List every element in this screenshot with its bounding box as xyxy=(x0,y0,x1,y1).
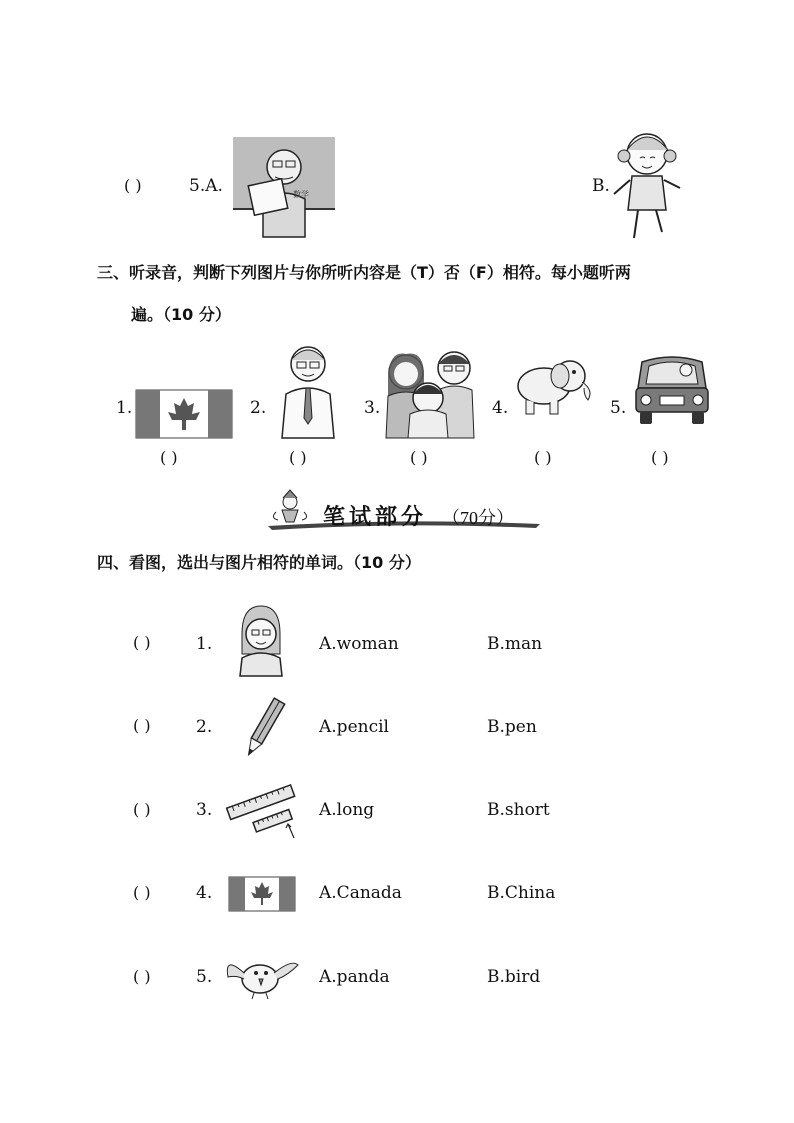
elephant-icon xyxy=(514,352,594,416)
svg-text:数学: 数学 xyxy=(293,190,309,199)
word-item-2-option-a: A.pencil xyxy=(319,717,389,737)
answer-blank-word-2[interactable]: ( ) xyxy=(133,716,151,735)
listen-item-1-number: 1. xyxy=(116,398,133,418)
word-item-5-option-b: B.bird xyxy=(487,967,541,987)
section-4-heading: 四、看图，选出与图片相符的单词。（10 分） xyxy=(97,553,421,572)
word-item-4-option-b: B.China xyxy=(487,883,556,903)
word-item-3-option-b: B.short xyxy=(487,800,550,820)
answer-blank-listen-2[interactable]: ( ) xyxy=(289,448,307,467)
answer-blank-listen-3[interactable]: ( ) xyxy=(410,448,428,467)
q5-option-b-label: B. xyxy=(592,176,610,196)
written-section-title: 笔试部分 xyxy=(323,505,428,530)
section-3-heading: 三、听录音，判断下列图片与你所听内容是（T）否（F）相符。每小题听两 xyxy=(97,263,631,282)
answer-blank-word-4[interactable]: ( ) xyxy=(133,883,151,902)
bird-icon xyxy=(222,955,302,999)
girl-running-icon xyxy=(610,128,685,243)
family-icon xyxy=(386,346,478,438)
listen-item-3-number: 3. xyxy=(364,398,381,418)
word-item-4-option-a: A.Canada xyxy=(319,883,402,903)
section-3-heading-cont: 遍。（10 分） xyxy=(131,305,231,324)
car-icon xyxy=(634,352,710,426)
written-section-score: （70分） xyxy=(442,508,514,528)
answer-blank-q5[interactable]: ( ) xyxy=(124,176,142,195)
word-item-1-option-b: B.man xyxy=(487,634,543,654)
word-item-2-option-b: B.pen xyxy=(487,717,537,737)
word-item-1-number: 1. xyxy=(196,634,213,654)
teacher-with-book-icon xyxy=(233,137,335,237)
word-item-1-option-a: A.woman xyxy=(319,634,399,654)
answer-blank-word-1[interactable]: ( ) xyxy=(133,633,151,652)
word-item-3-option-a: A.long xyxy=(319,800,375,820)
word-item-2-number: 2. xyxy=(196,717,213,737)
man-with-glasses-icon xyxy=(278,338,338,440)
answer-blank-listen-1[interactable]: ( ) xyxy=(160,448,178,467)
word-item-5-option-a: A.panda xyxy=(319,967,390,987)
rulers-icon xyxy=(226,782,298,840)
listen-item-2-number: 2. xyxy=(250,398,267,418)
word-item-4-number: 4. xyxy=(196,883,213,903)
answer-blank-listen-5[interactable]: ( ) xyxy=(651,448,669,467)
grandmother-icon xyxy=(238,604,284,676)
listen-item-4-number: 4. xyxy=(492,398,509,418)
word-item-3-number: 3. xyxy=(196,800,213,820)
canada-flag-icon xyxy=(136,390,232,438)
canada-flag-icon xyxy=(229,877,295,911)
answer-blank-listen-4[interactable]: ( ) xyxy=(534,448,552,467)
answer-blank-word-3[interactable]: ( ) xyxy=(133,800,151,819)
pencil-icon xyxy=(244,697,284,759)
q5-option-a-label: 5.A. xyxy=(189,176,223,196)
word-item-5-number: 5. xyxy=(196,967,213,987)
answer-blank-word-5[interactable]: ( ) xyxy=(133,967,151,986)
listen-item-5-number: 5. xyxy=(610,398,627,418)
